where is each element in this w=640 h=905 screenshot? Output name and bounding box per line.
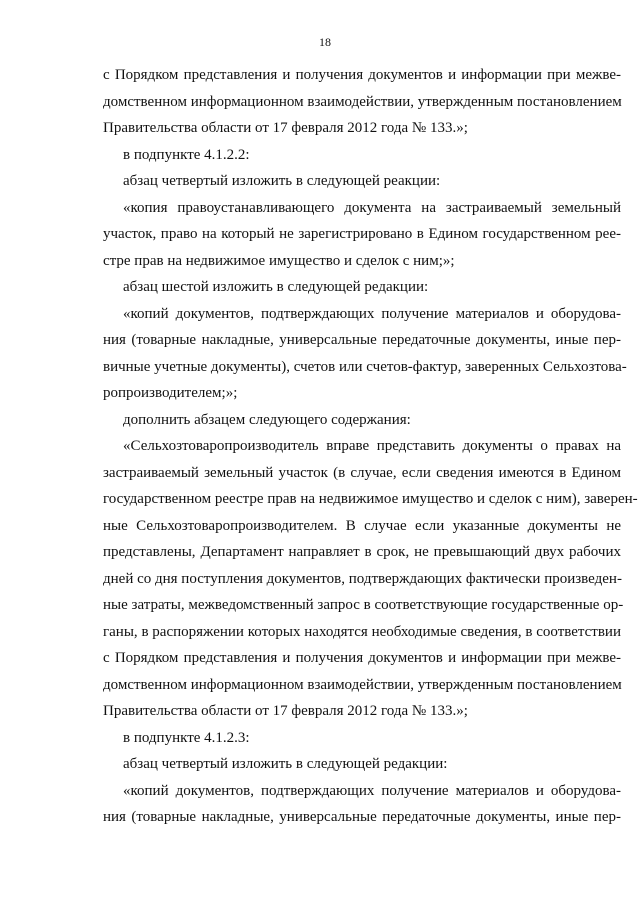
text-line: домственном информационном взаимодействии, утвержденным постановлением <box>103 676 622 693</box>
text-line: ния (товарные накладные, универсальные передаточные документы, иные пер- <box>103 332 621 348</box>
text-line: с Порядком представления и получения документов и информации при межве- <box>103 67 621 83</box>
text-line: домственном информационном взаимодействии, утвержденным постановлением <box>103 93 622 110</box>
text-line: ные затраты, межведомственный запрос в соответствующие государственные ор- <box>103 597 624 613</box>
text-line: вичные учетные документы), счетов или счетов-фактур, заверенных Сельхозтова- <box>103 358 627 375</box>
text-line: Правительства области от 17 февраля 2012 года № 133.»; <box>103 120 468 136</box>
text-line: представлены, Департамент направляет в срок, не превышающий двух рабочих <box>103 544 621 560</box>
text-line: «копия правоустанавливающего документа на застраиваемый земельный <box>123 199 621 216</box>
text-line: ганы, в распоряжении которых находятся необходимые сведения, в соответствии <box>103 623 621 640</box>
text-line: застраиваемый земельный участок (в случае, если сведения имеются в Едином <box>103 464 621 481</box>
text-line: абзац четвертый изложить в следующей редакции: <box>123 756 448 772</box>
text-line: дней со дня поступления документов, подтверждающих фактически произведен- <box>103 570 622 587</box>
text-line: абзац четвертый изложить в следующей реакции: <box>123 173 441 189</box>
document-body <box>103 62 638 831</box>
text-line: «Сельхозтоваропроизводитель вправе представить документы о правах на <box>123 438 621 454</box>
text-line: стре прав на недвижимое имущество и сделок с ним;»; <box>103 252 455 269</box>
text-line: государственном реестре прав на недвижимое имущество и сделок с ним), заверен- <box>103 491 638 507</box>
text-line: «копий документов, подтверждающих получение материалов и оборудова- <box>123 305 621 322</box>
text-line: «копий документов, подтверждающих получение материалов и оборудова- <box>123 782 621 799</box>
text-line: абзац шестой изложить в следующей редакции: <box>123 279 429 295</box>
text-line: в подпункте 4.1.2.3: <box>123 729 250 746</box>
text-line: с Порядком представления и получения документов и информации при межве- <box>103 650 621 666</box>
page-number: 18 <box>319 35 331 49</box>
text-line: дополнить абзацем следующего содержания: <box>123 411 411 428</box>
text-line: Правительства области от 17 февраля 2012 года № 133.»; <box>103 703 468 719</box>
text-line: ропроизводителем;»; <box>103 385 238 401</box>
text-line: в подпункте 4.1.2.2: <box>123 146 250 163</box>
text-line: ния (товарные накладные, универсальные передаточные документы, иные пер- <box>103 809 621 825</box>
text-line: участок, право на который не зарегистрировано в Едином государственном рее- <box>103 226 621 242</box>
text-line: ные Сельхозтоваропроизводителем. В случае если указанные документы не <box>103 517 621 534</box>
